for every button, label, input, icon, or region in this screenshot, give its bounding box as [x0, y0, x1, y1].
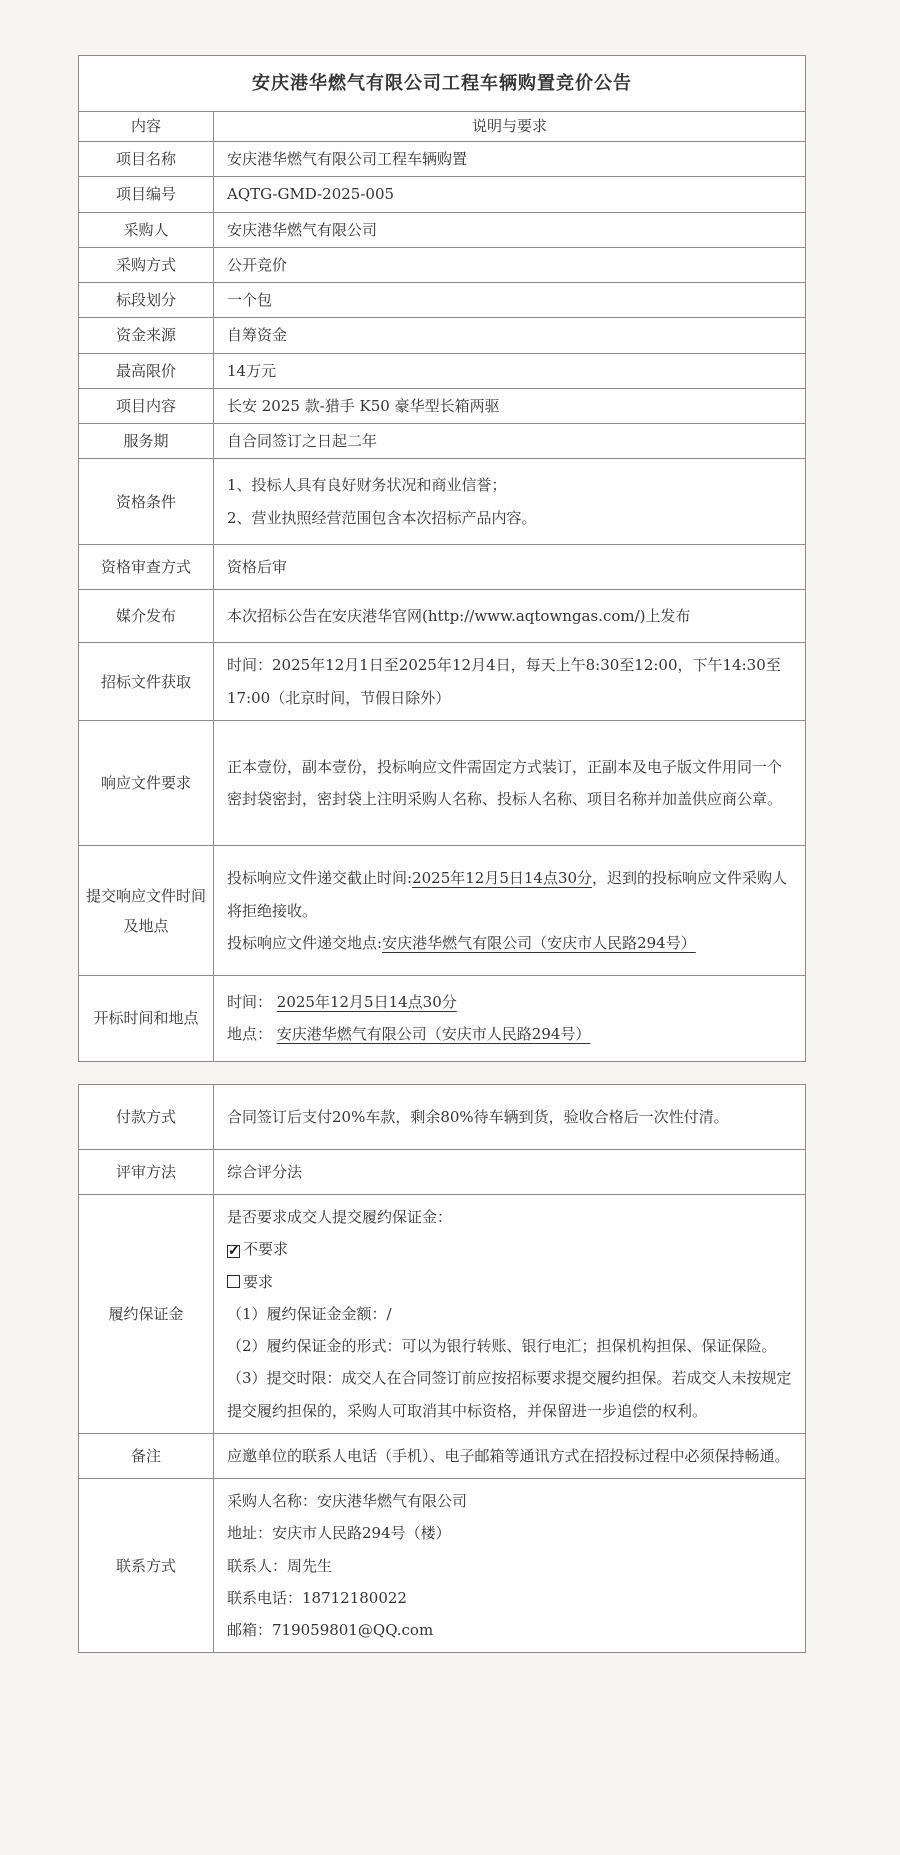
table-row [79, 141, 805, 176]
column-header-requirements: 说明与要求 [471, 117, 547, 135]
text-line: 联系人：周先生 [227, 1556, 333, 1575]
table-row [79, 1194, 805, 1433]
table-row [79, 1478, 805, 1652]
table-gap [78, 1062, 806, 1084]
table-row [79, 247, 805, 282]
text-line [227, 927, 792, 959]
text-line: 一个包 [227, 291, 273, 309]
row-label: 标段划分 [79, 283, 214, 317]
table-row [79, 317, 805, 352]
row-content [214, 213, 805, 247]
row-label: 媒介发布 [79, 590, 214, 642]
table-row [79, 353, 805, 388]
text-line: ✓ 不要求 [228, 1240, 289, 1260]
table-row [79, 1433, 805, 1478]
table-row [79, 1085, 805, 1149]
table-row [79, 544, 805, 589]
row-content [214, 424, 805, 458]
text-line: 地址：安庆市人民路294号（楼） [227, 1524, 451, 1543]
text-line: 自合同签订之日起二年 [227, 432, 378, 450]
table-row [79, 642, 805, 720]
row-label: 履约保证金 [79, 1195, 214, 1433]
text-line [227, 986, 792, 1018]
row-label: 服务期 [79, 424, 214, 458]
text-segment: 地点： [227, 1025, 277, 1044]
row-content [214, 177, 805, 211]
text-segment: 时间： [227, 993, 277, 1011]
table-row [79, 176, 805, 211]
text-line [227, 1018, 792, 1050]
text-line: 是否要求成交人提交履约保证金： [227, 1208, 453, 1226]
text-line: 合同签订后支付20%车款，剩余80%待车辆到货，验收合格后一次性付清。 [227, 1107, 729, 1126]
row-label: 评审方法 [79, 1150, 214, 1194]
table-row [79, 458, 805, 544]
text-line: 自筹资金 [227, 326, 288, 345]
table-row [79, 975, 805, 1061]
text-line: 14万元 [227, 361, 277, 380]
text-line: 2、营业执照经营范围包含本次招标产品内容。 [227, 508, 537, 527]
row-label: 备注 [79, 1434, 214, 1478]
text-line: 资格后审 [227, 557, 288, 576]
text-line: 时间：2025年12月1日至2025年12月4日，每天上午8:30至12:00，下午14:30至17:00（北京时间，节假日除外） [227, 656, 781, 707]
text-line: （1）履约保证金金额：/ [227, 1304, 392, 1323]
row-label: 响应文件要求 [79, 721, 214, 846]
row-content [214, 142, 805, 176]
row-content [214, 1085, 805, 1149]
text-segment: ，迟到的投标响应文件采购人将拒绝接收。 [227, 869, 788, 920]
text-line: 安庆港华燃气有限公司工程车辆购置 [227, 150, 468, 168]
row-content [214, 354, 805, 388]
row-label: 付款方式 [79, 1085, 214, 1149]
row-content [214, 590, 805, 642]
underlined-text: 安庆港华燃气有限公司（安庆市人民路294号） [276, 1025, 591, 1044]
row-label: 招标文件获取 [79, 643, 214, 720]
table-row [79, 388, 805, 423]
text-line [227, 862, 792, 927]
text-line: 长安 2025 款-猎手 K50 豪华型长箱两驱 [227, 396, 500, 415]
row-label: 项目内容 [79, 389, 214, 423]
text-segment: 投标响应文件递交地点: [227, 933, 383, 952]
row-content [214, 459, 805, 544]
text-line: 1、投标人具有良好财务状况和商业信誉； [227, 476, 507, 495]
document-title: 安庆港华燃气有限公司工程车辆购置竞价公告 [252, 73, 632, 94]
row-content [214, 248, 805, 282]
underlined-text: 安庆港华燃气有限公司（安庆市人民路294号） [382, 933, 696, 952]
row-label: 最高限价 [79, 354, 214, 388]
text-line: 正本壹份，副本壹份，投标响应文件需固定方式装订，正副本及电子版文件用同一个密封袋密封，密封袋上注明采购人名称、投标人名称、项目名称并加盖供应商公章。 [227, 757, 783, 808]
text-line: 联系电话：18712180022 [227, 1588, 407, 1607]
row-label: 联系方式 [79, 1479, 214, 1652]
checkbox-checked-icon: ✓ [228, 1243, 240, 1260]
row-label: 资金来源 [79, 318, 214, 352]
row-content [214, 283, 805, 317]
text-line: （3）提交时限：成交人在合同签订前应按招标要求提交履约担保。若成交人未按规定提交履约担保的，采购人可取消其中标资格，并保留进一步追偿的权利。 [227, 1369, 792, 1420]
row-content [214, 721, 805, 846]
row-label: 采购人 [79, 213, 214, 247]
announcement-document [78, 55, 806, 1653]
column-header-content: 内容 [79, 112, 214, 141]
table-header-row [79, 111, 805, 141]
row-content [214, 643, 805, 720]
text-line: 公开竞价 [227, 255, 288, 274]
row-label: 项目编号 [79, 177, 214, 211]
text-line: AQTG-GMD-2025-005 [227, 185, 395, 204]
text-line: 本次招标公告在安庆港华官网(http://www.aqtowngas.com/)上发布 [227, 607, 691, 625]
row-label: 开标时间和地点 [79, 976, 214, 1061]
table-row [79, 589, 805, 642]
table-row [79, 845, 805, 975]
announcement-table-secondary [78, 1084, 806, 1654]
row-content [214, 1150, 805, 1194]
underlined-text: 2025年12月5日14点30分 [412, 869, 593, 888]
row-content [214, 545, 805, 589]
text-line: 邮箱：719059801@QQ.com [227, 1621, 434, 1639]
announcement-table-main [78, 55, 806, 1062]
text-line: 应邀单位的联系人电话（手机）、电子邮箱等通讯方式在招投标过程中必须保持畅通。 [227, 1446, 790, 1465]
row-label: 资格审查方式 [79, 545, 214, 589]
text-line: 要求 [227, 1266, 792, 1298]
row-content [214, 389, 805, 423]
text-line: 采购人名称：安庆港华燃气有限公司 [227, 1492, 468, 1510]
row-content [214, 1479, 805, 1652]
row-content [214, 1434, 805, 1478]
row-content [214, 976, 805, 1061]
table-row [79, 1149, 805, 1194]
table-row [79, 423, 805, 458]
text-line: 综合评分法 [227, 1162, 303, 1181]
checkbox-unchecked-icon [227, 1275, 240, 1288]
text-line: 安庆港华燃气有限公司 [227, 220, 378, 239]
text-line: （2）履约保证金的形式：可以为银行转账、银行电汇；担保机构担保、保证保险。 [227, 1337, 777, 1355]
row-label: 采购方式 [79, 248, 214, 282]
underlined-text: 2025年12月5日14点30分 [276, 993, 457, 1011]
table-row [79, 282, 805, 317]
row-content [214, 846, 805, 975]
row-content [214, 1195, 805, 1433]
text-segment: 投标响应文件递交截止时间: [227, 869, 413, 888]
row-content [214, 318, 805, 352]
row-label: 项目名称 [79, 142, 214, 176]
table-row [79, 212, 805, 247]
row-label: 资格条件 [79, 459, 214, 544]
row-label: 提交响应文件时间及地点 [79, 846, 214, 975]
table-row [79, 720, 805, 846]
